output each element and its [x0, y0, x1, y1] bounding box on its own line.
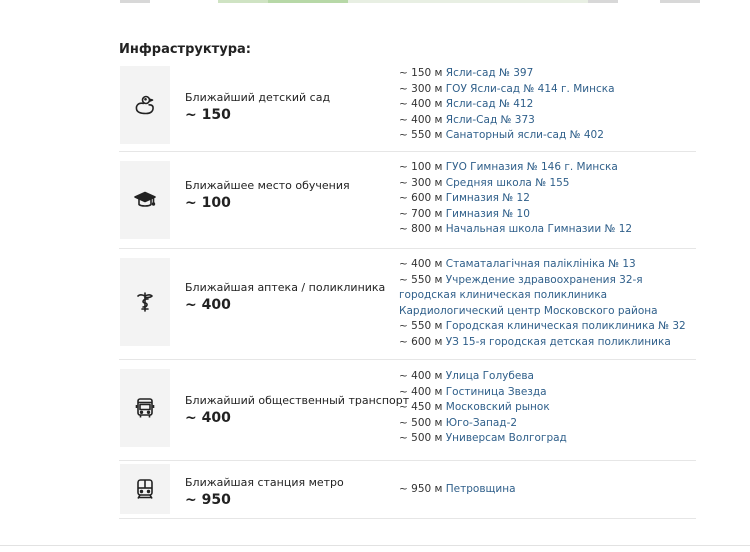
item-link[interactable]: Стаматалагічная паліклініка № 13	[445, 258, 636, 270]
item-link[interactable]: Московский рынок	[445, 401, 550, 414]
infrastructure-row-kindergarten	[119, 60, 696, 152]
item-link[interactable]: Юго-Запад-2	[445, 416, 518, 429]
category-label: Ближайшее место обучения	[185, 179, 350, 192]
metro-train-icon	[133, 477, 157, 501]
item-distance: ~ 400 м	[399, 370, 443, 382]
item-link[interactable]: Гимназия № 10	[445, 207, 530, 220]
item-distance: ~ 550 м	[399, 320, 443, 333]
infrastructure-list	[119, 60, 696, 519]
item-link[interactable]: Ясли-сад № 412	[445, 98, 534, 111]
list-item	[399, 400, 689, 416]
list-item	[399, 128, 689, 144]
list-item	[399, 257, 689, 273]
item-link[interactable]: Улица Голубева	[445, 370, 534, 382]
infrastructure-row-metro	[119, 461, 696, 519]
category-label: Ближайшая аптека / поликлиника	[185, 281, 386, 294]
item-distance: ~ 400 м	[399, 258, 443, 270]
list-item	[399, 319, 689, 335]
nearby-list	[399, 160, 689, 238]
category-label: Ближайший детский сад	[185, 91, 331, 104]
list-item	[399, 369, 689, 385]
list-item	[399, 385, 689, 401]
list-item	[399, 191, 689, 207]
item-link[interactable]: Универсам Волгоград	[445, 432, 567, 445]
infrastructure-row-school	[119, 152, 696, 249]
nearby-list	[399, 482, 689, 498]
list-item	[399, 82, 689, 98]
item-link[interactable]: УЗ 15-я городская детская поликлиника	[445, 335, 671, 348]
item-link[interactable]: Начальная школа Гимназии № 12	[445, 223, 633, 236]
item-distance: ~ 950 м	[399, 483, 443, 495]
item-link[interactable]: Городская клиническая поликлиника № 32	[445, 320, 686, 333]
category-distance: ~ 400	[185, 297, 231, 313]
list-item	[399, 113, 689, 129]
list-item	[399, 482, 689, 498]
item-link[interactable]: Учреждение здравоохранения 32-я городская клиническая поликлиника Кардиологический центр Московского района	[399, 273, 658, 317]
nearby-list	[399, 66, 689, 144]
nearby-list	[399, 369, 689, 447]
item-distance: ~ 400 м	[399, 113, 443, 126]
icon-box	[120, 369, 170, 447]
list-item	[399, 176, 689, 192]
list-item	[399, 431, 689, 447]
item-distance: ~ 700 м	[399, 207, 443, 220]
item-distance: ~ 400 м	[399, 385, 443, 398]
item-link[interactable]: Средняя школа № 155	[445, 176, 570, 189]
category-label: Ближайшая станция метро	[185, 476, 344, 489]
item-link[interactable]: Петровщина	[445, 483, 516, 495]
item-link[interactable]: ГУО Гимназия № 146 г. Минска	[445, 161, 618, 173]
item-link[interactable]: Ясли-Сад № 373	[445, 113, 535, 126]
icon-box	[120, 258, 170, 346]
item-distance: ~ 600 м	[399, 335, 443, 348]
list-item	[399, 416, 689, 432]
nearby-list	[399, 257, 689, 351]
top-scroll-strip	[0, 0, 750, 4]
item-distance: ~ 450 м	[399, 401, 443, 414]
item-distance: ~ 100 м	[399, 161, 443, 173]
item-distance: ~ 800 м	[399, 223, 443, 236]
item-link[interactable]: Санаторный ясли-сад № 402	[445, 129, 604, 142]
item-distance: ~ 400 м	[399, 98, 443, 111]
category-distance: ~ 100	[185, 195, 231, 211]
category-label: Ближайший общественный транспорт	[185, 394, 410, 407]
category-distance: ~ 150	[185, 107, 231, 123]
list-item	[399, 222, 689, 238]
item-link[interactable]: Гимназия № 12	[445, 192, 530, 205]
graduation-cap-icon	[133, 188, 157, 212]
list-item	[399, 207, 689, 223]
caduceus-icon	[133, 290, 157, 314]
footer-divider	[0, 545, 750, 546]
category-distance: ~ 400	[185, 410, 231, 426]
icon-box	[120, 161, 170, 239]
item-distance: ~ 550 м	[399, 273, 443, 286]
item-distance: ~ 500 м	[399, 416, 443, 429]
list-item	[399, 97, 689, 113]
section-title: Инфраструктура:	[119, 42, 251, 57]
category-distance: ~ 950	[185, 492, 231, 508]
item-distance: ~ 300 м	[399, 82, 443, 95]
item-distance: ~ 600 м	[399, 192, 443, 205]
infrastructure-row-transport	[119, 360, 696, 461]
list-item	[399, 335, 689, 351]
list-item	[399, 160, 689, 176]
item-distance: ~ 300 м	[399, 176, 443, 189]
item-link[interactable]: Ясли-сад № 397	[445, 67, 534, 79]
icon-box	[120, 66, 170, 144]
item-link[interactable]: Гостиница Звезда	[445, 385, 547, 398]
icon-box	[120, 464, 170, 514]
list-item	[399, 273, 689, 320]
list-item	[399, 66, 689, 82]
item-distance: ~ 150 м	[399, 67, 443, 79]
item-link[interactable]: ГОУ Ясли-сад № 414 г. Минска	[445, 82, 615, 95]
infrastructure-row-pharmacy	[119, 249, 696, 360]
item-distance: ~ 550 м	[399, 129, 443, 142]
duck-icon	[133, 93, 157, 117]
item-distance: ~ 500 м	[399, 432, 443, 445]
bus-icon	[133, 396, 157, 420]
